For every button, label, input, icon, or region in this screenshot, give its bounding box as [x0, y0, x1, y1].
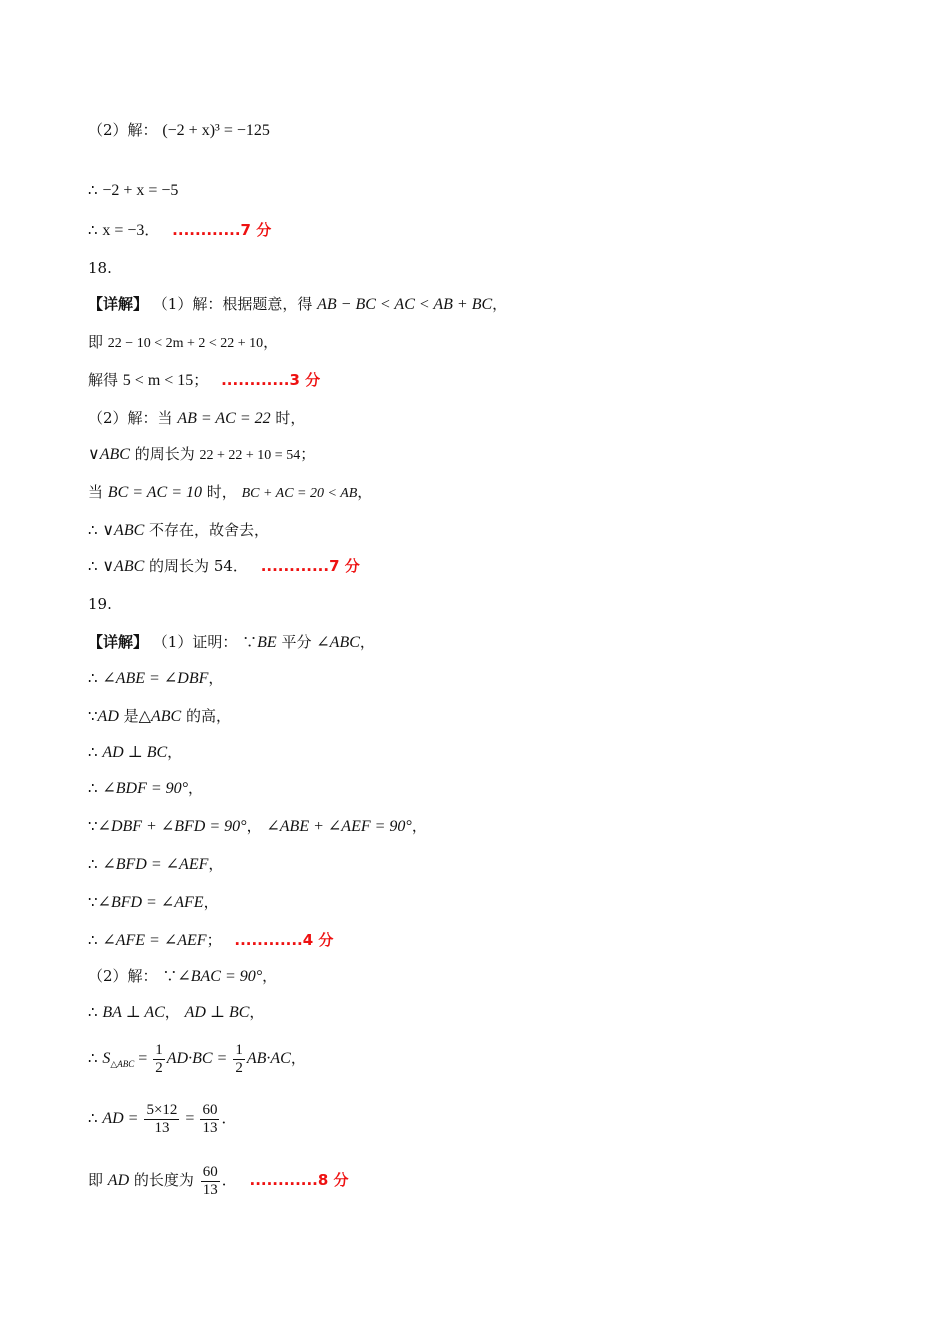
score-badge: ............3 分 [221, 371, 321, 389]
q18-p2c-mid: 时， [206, 483, 237, 501]
q18-p2b-expr: 22 + 22 + 10 = 54 [199, 448, 301, 463]
q18-p2c-end: ， [357, 483, 373, 501]
q19-l10-end: ， [262, 967, 278, 985]
q19-line11 [88, 1002, 264, 1023]
therefore-icon: ∴ [88, 743, 98, 761]
q19-line9 [88, 930, 333, 951]
q19-l12-m1: AD·BC = [166, 1050, 232, 1067]
q18-p2b-end: ； [300, 445, 316, 463]
q19-line4 [88, 742, 182, 763]
q18-line5 [88, 444, 315, 466]
q19-l3-b: △ABC [138, 708, 182, 725]
q19-l9-end: ； [206, 931, 222, 949]
q17-part2-line [88, 120, 270, 141]
q19-l1-b: ∠ABC [316, 634, 360, 651]
q19-l10: ∠BAC = 90° [177, 968, 263, 985]
q18-line1 [88, 294, 507, 315]
q19-line3 [88, 706, 231, 727]
therefore-icon: ∴ [88, 521, 98, 539]
therefore-icon: ∴ [88, 779, 98, 797]
q19-l12-m2: AB·AC [246, 1050, 291, 1067]
q19-l3-a: AD [97, 708, 119, 725]
q19-line5 [88, 778, 203, 799]
score-badge: ............7 分 [172, 221, 272, 239]
q18-line6 [88, 482, 372, 504]
q19-l5: ∠BDF = 90° [102, 780, 189, 797]
fraction: $\frac{60}{13}$ [202, 1163, 218, 1198]
therefore-icon: ∴ [88, 1003, 98, 1021]
q17-eq1: (−2 + x)³ = −125 [162, 122, 270, 139]
q19-l3-mid: 是 [123, 707, 139, 725]
q19-line2 [88, 668, 223, 689]
fraction: $\frac{1}{2}$ [155, 1041, 163, 1076]
q18-p2-prefix: （2）解：当 [88, 409, 173, 427]
q18-p2d-text: 不存在，故舍去， [149, 521, 270, 539]
q19-l2-end: ， [208, 669, 224, 687]
q19-l11-end: ， [249, 1003, 265, 1021]
q19-l13-end: ． [221, 1109, 237, 1127]
q19-l6-mid: ， [246, 817, 262, 835]
q18-p1c-prefix: 解得 [88, 371, 119, 389]
q19-l10-prefix: （2）解： [88, 967, 158, 985]
q19-l13-a: AD = [102, 1110, 143, 1127]
q19-number: 19. [88, 595, 112, 613]
q19-l12-eq: = [134, 1050, 152, 1067]
q19-l1-end: ， [359, 633, 375, 651]
because-icon: ∵ [88, 817, 98, 835]
q18-line7 [88, 520, 269, 541]
q19-line7 [88, 854, 223, 875]
q17-part2-prefix: （2）解： [88, 121, 158, 139]
q19-l7: ∠BFD = ∠AEF [102, 856, 209, 873]
q18-p1-ineq: AB − BC < AC < AB + BC [317, 296, 493, 313]
because-icon: ∵ [88, 707, 98, 725]
q19-l6-end: ， [411, 817, 427, 835]
q18-p2e-tri: ∨ABC [102, 558, 145, 575]
q18-p1-prefix: （1）解：根据题意，得 [152, 295, 313, 313]
detail-tag: 【详解】 [88, 633, 149, 651]
q19-l11-b: AD ⊥ BC [184, 1004, 250, 1021]
q19-l1-mid: 平分 [281, 633, 312, 651]
detail-tag: 【详解】 [88, 295, 149, 313]
q19-line1 [88, 632, 375, 653]
q19-l14-prefix: 即 [88, 1171, 104, 1189]
score-badge: ............4 分 [234, 931, 334, 949]
q19-l5-end: ， [188, 779, 204, 797]
q19-line6 [88, 816, 427, 837]
q18-line3 [88, 370, 320, 391]
q19-l1-a: BE [257, 634, 277, 651]
therefore-icon: ∴ [88, 557, 98, 575]
q18-p1b-prefix: 即 [88, 333, 104, 351]
therefore-icon: ∴ [88, 221, 98, 239]
q19-line13 [88, 1100, 236, 1137]
therefore-icon: ∴ [88, 669, 98, 687]
q18-line8 [88, 556, 360, 577]
therefore-icon: ∴ [88, 1109, 98, 1127]
q18-line4 [88, 408, 305, 429]
therefore-icon: ∴ [88, 931, 98, 949]
q18-p2-cond: AB = AC = 22 [177, 410, 271, 427]
q19-l12-s: $S_{\triangle ABC}$ [102, 1050, 135, 1070]
q17-eq3: x = −3 [102, 222, 145, 239]
q18-p2b-tri: ∨ABC [88, 446, 130, 463]
score-badge: ............8 分 [249, 1171, 349, 1189]
q17-line3 [88, 220, 271, 241]
q19-l4: AD ⊥ BC [102, 744, 168, 761]
score-badge: ............7 分 [260, 557, 360, 575]
q18-p2d-tri: ∨ABC [102, 522, 145, 539]
q19-l6-b: ∠ABE + ∠AEF = 90° [266, 818, 412, 835]
q19-l6-a: ∠DBF + ∠BFD = 90° [97, 818, 247, 835]
because-icon: ∵ [242, 633, 258, 651]
q18-p2b-text: 的周长为 [134, 445, 195, 463]
q19-l3-end: 的高， [185, 707, 231, 725]
q19-l14-end: ． [221, 1171, 237, 1189]
q18-line2 [88, 332, 278, 354]
q17-eq2: −2 + x = −5 [102, 182, 179, 199]
q18-p1b-ineq: 22 − 10 < 2m + 2 < 22 + 10 [107, 336, 264, 351]
q19-l4-end: ， [167, 743, 183, 761]
q19-l2: ∠ABE = ∠DBF [102, 670, 209, 687]
fraction: $\frac{60}{13}$ [202, 1101, 218, 1136]
fraction: $\frac{1}{2}$ [235, 1041, 243, 1076]
q19-line10 [88, 966, 277, 987]
q18-p2c-expr: BC + AC = 20 < AB [241, 486, 358, 501]
q19-l12-end: ， [290, 1049, 306, 1067]
q18-p1b-end: ， [263, 333, 279, 351]
q18-p1c-ineq: 5 < m < 15 [122, 372, 194, 389]
q19-l12-sub: △ABC [110, 1059, 135, 1070]
fraction: $\frac{5\times 12}{13}$ [146, 1101, 178, 1136]
q19-l7-end: ， [208, 855, 224, 873]
q18-p2e-text: 的周长为 54． [149, 557, 248, 575]
q18-p2c-prefix: 当 [88, 483, 104, 501]
because-icon: ∵ [88, 893, 98, 911]
q19-l9: ∠AFE = ∠AEF [102, 932, 207, 949]
q19-line12 [88, 1040, 306, 1082]
q19-line14 [88, 1162, 349, 1199]
q19-l1-prefix: （1）证明： [152, 633, 238, 651]
q19-l8-end: ， [203, 893, 219, 911]
therefore-icon: ∴ [88, 181, 98, 199]
q19-l11-mid: ， [164, 1003, 180, 1021]
therefore-icon: ∴ [88, 1049, 98, 1067]
q17-line3-end: ． [144, 221, 160, 239]
q19-l11-a: BA ⊥ AC [102, 1004, 165, 1021]
q19-l14-mid: 的长度为 [133, 1171, 194, 1189]
q19-l13-eq: = [181, 1110, 199, 1127]
q18-p1c-end: ； [193, 371, 209, 389]
q18-p1-end: ， [492, 295, 508, 313]
q18-p2-end: 时， [275, 409, 306, 427]
q19-l8: ∠BFD = ∠AFE [97, 894, 204, 911]
q19-l14-a: AD [107, 1172, 130, 1189]
therefore-icon: ∴ [88, 855, 98, 873]
because-icon: ∵ [162, 967, 178, 985]
q17-line2 [88, 180, 178, 201]
q18-p2c-cond: BC = AC = 10 [107, 484, 202, 501]
q19-line8 [88, 892, 219, 913]
q18-number: 18. [88, 259, 112, 277]
